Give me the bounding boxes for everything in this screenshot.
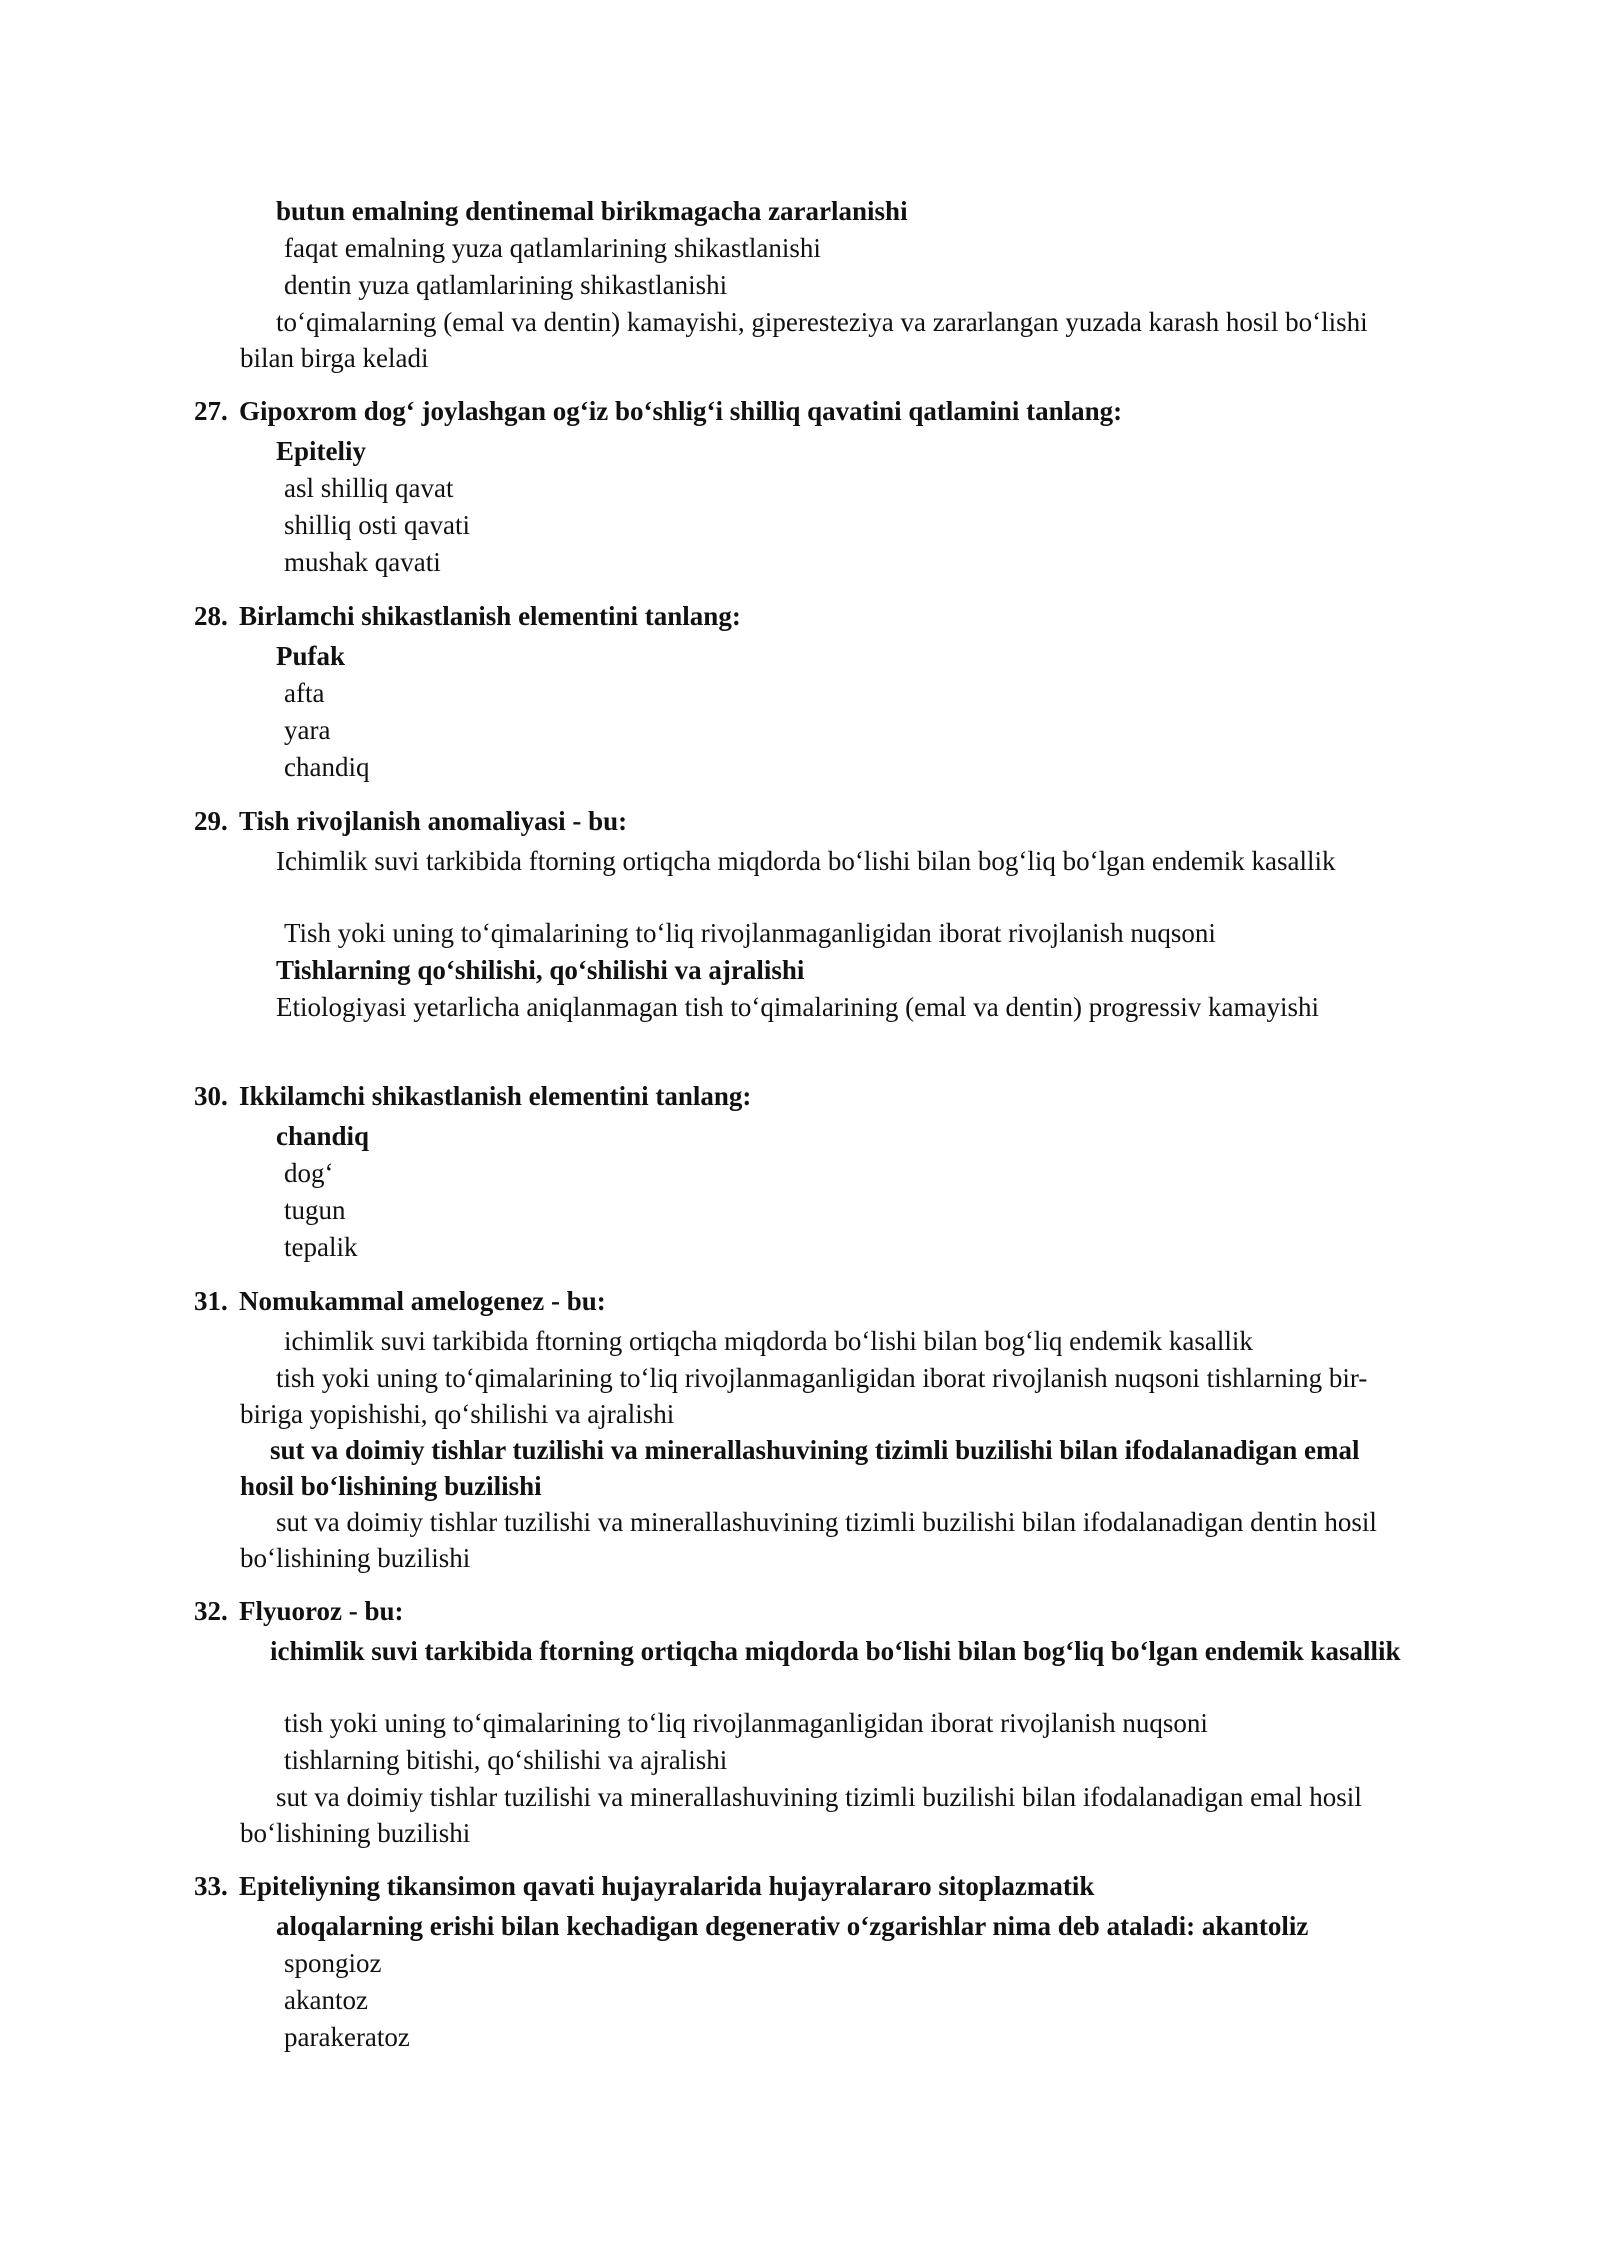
question-30 — [194, 1078, 1414, 1114]
question-number: 33. — [194, 1871, 228, 1901]
question-31 — [194, 1283, 1414, 1319]
answer-option-correct: butun emalning dentinemal birikmagacha zararlanishi — [276, 196, 908, 226]
answer-option: asl shilliq qavat — [284, 473, 454, 503]
answer-option: shilliq osti qavati — [284, 510, 470, 540]
question-number: 27. — [194, 396, 228, 426]
answer-option: dog‘ — [284, 1158, 334, 1188]
answer-option: akantoz — [284, 1985, 368, 2015]
question-text-continued: aloqalarning erishi bilan kechadigan degenerativ o‘zgarishlar nima deb ataladi: akantoliz — [276, 1911, 1309, 1941]
question-number: 29. — [194, 806, 228, 836]
answer-option: tish yoki uning to‘qimalarining to‘liq rivojlanmaganligidan iborat rivojlanish nuqsoni tishlarning bir-biriga yopishishi, qo‘shilishi va ajralishi — [240, 1363, 1368, 1429]
answer-option: dentin yuza qatlamlarining shikastlanishi — [284, 270, 728, 300]
question-33 — [194, 1868, 1414, 1904]
answer-option: sut va doimiy tishlar tuzilishi va minerallashuvining tizimli buzilishi bilan ifodalanadigan emal hosil bo‘lishining buzilishi — [240, 1782, 1362, 1848]
answer-option: mushak qavati — [284, 547, 441, 577]
question-text: Gipoxrom dog‘ joylashgan og‘iz bo‘shlig‘i shilliq qavatini qatlamini tanlang: — [239, 396, 1123, 426]
question-text: Flyuoroz - bu: — [239, 1596, 404, 1626]
question-32 — [194, 1593, 1414, 1629]
answer-option: ichimlik suvi tarkibida ftorning ortiqcha miqdorda bo‘lishi bilan bog‘liq endemik kasallik — [284, 1326, 1253, 1356]
answer-option-correct: Pufak — [276, 641, 346, 671]
answer-option: tishlarning bitishi, qo‘shilishi va ajralishi — [284, 1745, 728, 1775]
answer-option: Ichimlik suvi tarkibida ftorning ortiqcha miqdorda bo‘lishi bilan bog‘liq bo‘lgan endemik kasallik — [276, 846, 1336, 876]
question-text: Tish rivojlanish anomaliyasi - bu: — [239, 806, 628, 836]
answer-option-correct: Tishlarning qo‘shilishi, qo‘shilishi va ajralishi — [276, 955, 805, 985]
answer-option: tish yoki uning to‘qimalarining to‘liq rivojlanmaganligidan iborat rivojlanish nuqsoni — [284, 1708, 1208, 1738]
question-number: 31. — [194, 1286, 228, 1316]
answer-option-correct: sut va doimiy tishlar tuzilishi va minerallashuvining tizimli buzilishi bilan ifodalanadigan emal hosil bo‘lishining buzilishi — [240, 1435, 1360, 1501]
question-28 — [194, 598, 1414, 634]
answer-option: afta — [284, 678, 325, 708]
answer-option: spongioz — [284, 1948, 382, 1978]
question-29 — [194, 803, 1414, 839]
answer-option-correct: chandiq — [276, 1121, 370, 1151]
answer-option-correct: ichimlik suvi tarkibida ftorning ortiqcha miqdorda bo‘lishi bilan bog‘liq bo‘lgan endemik kasallik — [270, 1636, 1401, 1666]
question-number: 30. — [194, 1081, 228, 1111]
answer-option: tugun — [284, 1195, 346, 1225]
question-text: Birlamchi shikastlanish elementini tanlang: — [239, 601, 741, 631]
answer-option: chandiq — [284, 752, 370, 782]
answer-option-correct: Epiteliy — [276, 436, 367, 466]
answer-option: tepalik — [284, 1232, 358, 1262]
answer-option: sut va doimiy tishlar tuzilishi va minerallashuvining tizimli buzilishi bilan ifodalanadigan dentin hosil bo‘lishining buzilishi — [240, 1507, 1377, 1573]
question-text: Nomukammal amelogenez - bu: — [239, 1286, 606, 1316]
answer-option: parakeratoz — [284, 2022, 410, 2052]
answer-option: to‘qimalarning (emal va dentin) kamayishi, giperesteziya va zararlangan yuzada karash hosil bo‘lishi bilan birga keladi — [240, 307, 1368, 373]
answer-option: Etiologiyasi yetarlicha aniqlanmagan tish to‘qimalarining (emal va dentin) progressiv kamayishi — [276, 992, 1319, 1022]
question-text: Ikkilamchi shikastlanish elementini tanlang: — [239, 1081, 752, 1111]
answer-option: yara — [284, 715, 331, 745]
question-text: Epiteliyning tikansimon qavati hujayralarida hujayralararo sitoplazmatik — [239, 1871, 1095, 1901]
question-27 — [194, 393, 1414, 429]
answer-option: faqat emalning yuza qatlamlarining shikastlanishi — [284, 233, 821, 263]
question-number: 28. — [194, 601, 228, 631]
answer-option: Tish yoki uning to‘qimalarining to‘liq rivojlanmaganligidan iborat rivojlanish nuqsoni — [284, 918, 1216, 948]
question-number: 32. — [194, 1596, 228, 1626]
